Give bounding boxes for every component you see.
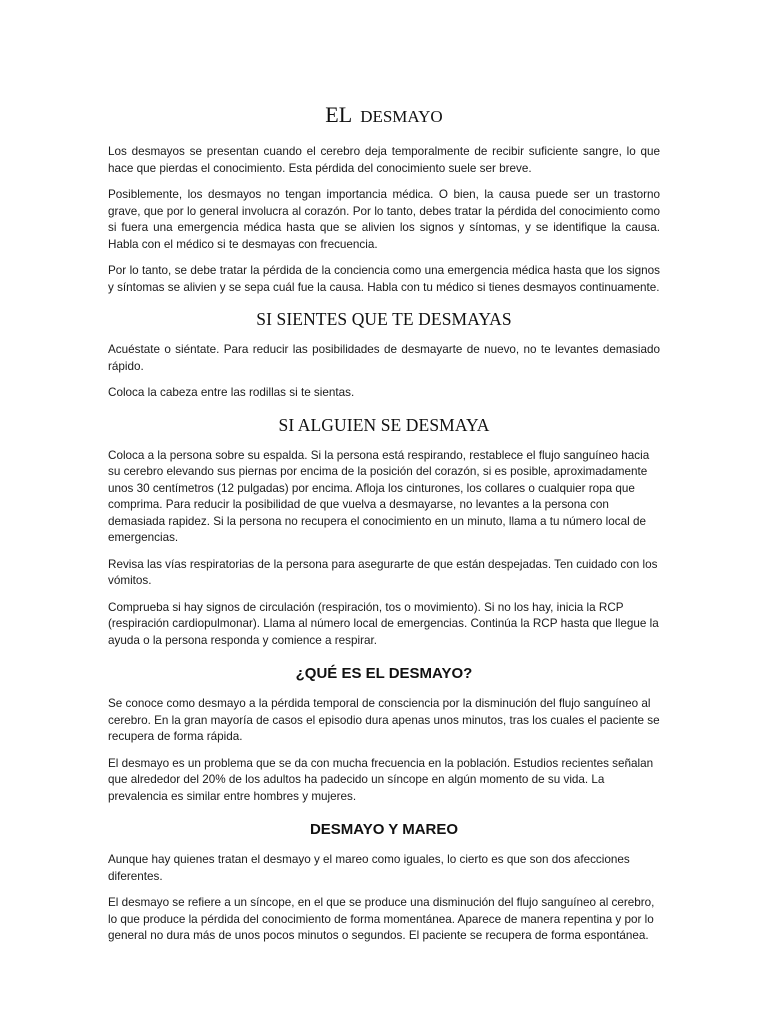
sientes-paragraph-1: Acuéstate o siéntate. Para reducir las posibilidades de desmayarte de nuevo, no te levantes demasiado rápido. [108, 343, 660, 373]
alguien-paragraph-3: Comprueba si hay signos de circulación (respiración, tos o movimiento). Si no los hay, inicia la RCP (respiración cardiopulmonar). Llama al número local de emergencias. Continúa la RCP hasta que llegue la ayuda o la persona responda y comience a respirar. [108, 600, 659, 647]
intro-paragraph-2: Posiblemente, los desmayos no tengan importancia médica. O bien, la causa puede ser un trastorno grave, que por lo general involucra al corazón. Por lo tanto, debes tratar la pérdida del conocimiento como si fuera una emergencia médica hasta que se alivien los signos y síntomas, y se identifique la causa. Habla con el médico si te desmayas con frecuencia. [108, 188, 660, 251]
intro-paragraph-3: Por lo tanto, se debe tratar la pérdida de la conciencia como una emergencia médica hasta que los signos y síntomas se alivien y se sepa cuál fue la causa. Habla con tu médico si tienes desmayos continuamente. [108, 264, 660, 294]
heading-desmayo-mareo: DESMAYO Y MAREO [309, 821, 459, 838]
que-paragraph-2: El desmayo es un problema que se da con mucha frecuencia en la población. Estudios recientes señalan que alrededor del 20% de los adultos ha padecido un síncope en algún momento de su vida. La prevalencia es similar entre hombres y mujeres. [108, 756, 654, 803]
alguien-paragraph-1: Coloca a la persona sobre su espalda. Si la persona está respirando, restablece el flujo sanguíneo hacia su cerebro elevando sus piernas por encima de la posición del corazón, si es posible, aproximadamente unos 30 centímetros (12 pulgadas) por encima. Afloja los cinturones, los collares o cualquier ropa que comprima. Para reducir la posibilidad de que vuelva a desmayarse, no levantes a la persona con demasiada rapidez. Si la persona no recupera el conocimiento en un minuto, llama a tu número local de emergencias. [108, 448, 650, 544]
intro-paragraph-1: Los desmayos se presentan cuando el cerebro deja temporalmente de recibir suficiente sangre, lo que hace que pierdas el conocimiento. Esta pérdida del conocimiento suele ser breve. [108, 145, 660, 175]
mareo-paragraph-1: Aunque hay quienes tratan el desmayo y el mareo como iguales, lo cierto es que son dos afecciones diferentes. [108, 853, 630, 883]
heading-si-sientes: SI SIENTES QUE TE DESMAYAS [256, 309, 512, 329]
heading-que-es: ¿QUÉ ES EL DESMAYO? [295, 665, 473, 682]
sientes-paragraph-2: Coloca la cabeza entre las rodillas si te sientas. [108, 386, 355, 399]
page-title [108, 93, 660, 130]
mareo-paragraph-2: El desmayo se refiere a un síncope, en el que se produce una disminución del flujo sanguíneo al cerebro, lo que produce la pérdida del conocimiento de forma momentánea. Aparece de manera repentina y por lo general no dura más de unos pocos minutos o segundos. El paciente se recupera de forma espontánea. [108, 896, 655, 942]
title-first-word: EL [325, 102, 353, 127]
title-rest: DESMAYO [360, 107, 443, 126]
alguien-paragraph-2: Revisa las vías respiratorias de la persona para asegurarte de que están despejadas. Ten cuidado con los vómitos. [108, 557, 658, 587]
que-paragraph-1: Se conoce como desmayo a la pérdida temporal de consciencia por la disminución del flujo sanguíneo al cerebro. En la gran mayoría de casos el episodio dura apenas unos minutos, tras los cuales el paciente se recupera de forma rápida. [108, 697, 660, 743]
heading-si-alguien: SI ALGUIEN SE DESMAYA [278, 414, 490, 435]
